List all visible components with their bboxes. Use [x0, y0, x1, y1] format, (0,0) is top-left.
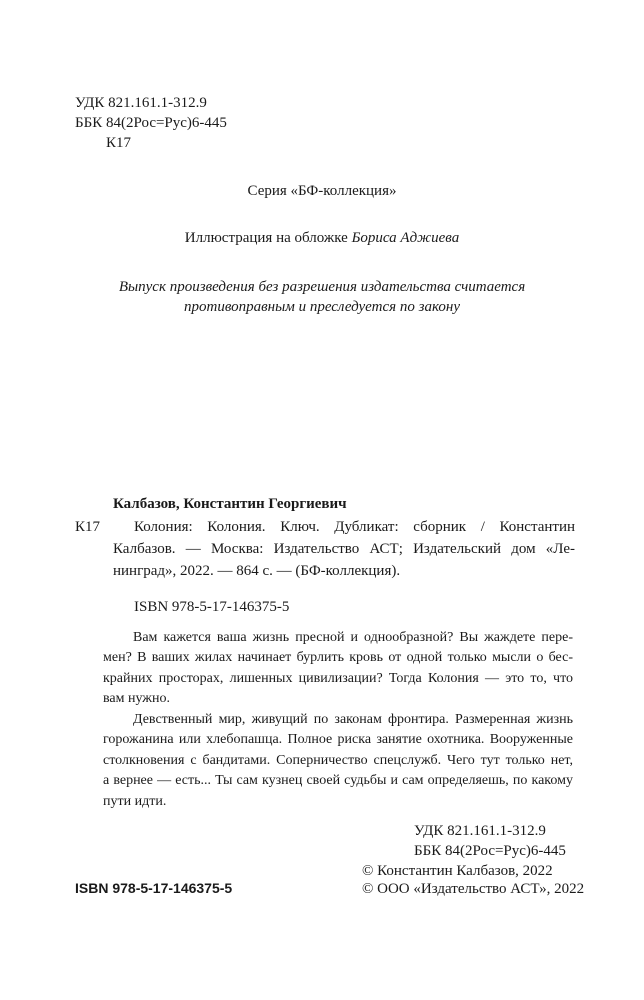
catalog-mark: К17	[75, 519, 101, 535]
annotation-line: мен? В ваших жилах начинает бурлить кровь от одной только мысли о бес-	[103, 650, 573, 666]
catalog-line-3: нинград», 2022. — 864 с. — (БФ-коллекция).	[113, 563, 401, 579]
annotation-line: пути идти.	[103, 793, 167, 809]
annotation-line: крайних просторах, лишенных цивилизации? Тогда Колония — это то, что	[103, 670, 573, 686]
annotation-line: Девственный мир, живущий по законам фронтира. Размеренная жизнь	[133, 712, 573, 727]
annotation-line: Вам кажется ваша жизнь пресной и однообразной? Вы жаждете пере-	[133, 630, 573, 645]
catalog-line-1: Колония: Колония. Ключ. Дубликат: сборник / Константин	[134, 519, 575, 535]
illustration-prefix: Иллюстрация на обложке	[184, 230, 352, 246]
annotation-line: а вернее — есть... Ты сам кузнец своей судьбы и сам определяешь, по какому	[103, 773, 573, 789]
legal-notice-line2: противоправным и преследуется по закону	[183, 299, 460, 315]
series-line: Серия «БФ-коллекция»	[247, 183, 397, 199]
copyright-author: © Константин Калбазов, 2022	[362, 863, 553, 879]
annotation-paragraph-1	[103, 628, 573, 710]
bbk-code-top: ББК 84(2Рос=Рус)6-445	[75, 115, 227, 131]
bbk-code-bottom: ББК 84(2Рос=Рус)6-445	[414, 843, 566, 859]
copyright-publisher: © ООО «Издательство АСТ», 2022	[362, 881, 585, 897]
footer-isbn: ISBN 978-5-17-146375-5	[75, 880, 233, 896]
illustration-artist: Бориса Аджиева	[351, 230, 460, 246]
annotation-line: горожанина или хлебопашца. Полное риска занятие охотника. Вооруженные	[103, 732, 573, 748]
catalog-line-2: Калбазов. — Москва: Издательство АСТ; Издательский дом «Ле-	[113, 541, 575, 557]
legal-notice-line1: Выпуск произведения без разрешения издательства считается	[118, 279, 526, 295]
illustration-credit	[0, 229, 644, 247]
annotation-paragraph-2	[103, 710, 573, 812]
author-mark-top: К17	[106, 135, 132, 151]
catalog-author-heading: Калбазов, Константин Георгиевич	[113, 496, 347, 512]
udk-code-bottom: УДК 821.161.1-312.9	[414, 823, 546, 839]
catalog-isbn: ISBN 978-5-17-146375-5	[134, 599, 290, 615]
annotation-line: вам нужно.	[103, 691, 170, 707]
annotation-line: столкновения с бандитами. Соперничество спецслужб. Чего тут только нет,	[103, 752, 573, 768]
udk-code-top: УДК 821.161.1-312.9	[75, 95, 207, 111]
